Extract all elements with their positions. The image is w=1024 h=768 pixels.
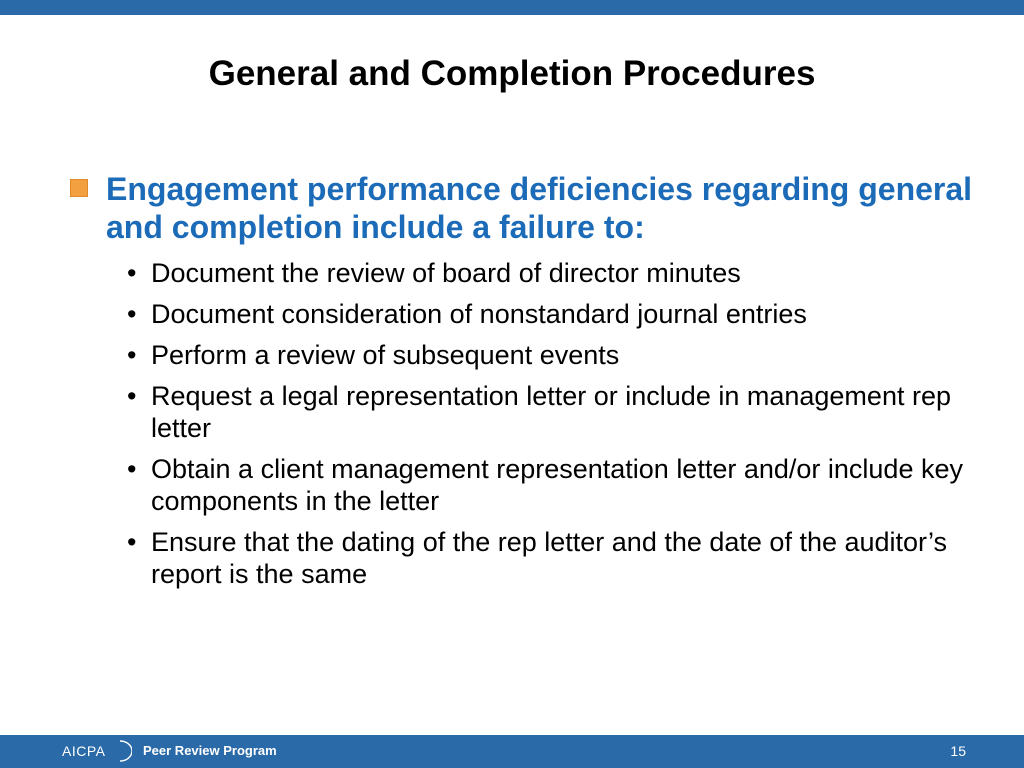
page-number: 15	[950, 743, 966, 759]
sub-bullet-item	[68, 526, 988, 590]
bullet-dot-icon: •	[127, 340, 137, 370]
bullet-dot-icon: •	[127, 454, 137, 484]
sub-bullet-item	[68, 380, 988, 444]
main-bullet-text: Engagement performance deficiencies regarding general and completion include a failure to:	[106, 171, 973, 245]
bullet-dot-icon: •	[127, 527, 137, 557]
bullet-dot-icon: •	[127, 258, 137, 288]
sub-bullet-item	[68, 298, 988, 330]
program-name: Peer Review Program	[143, 743, 277, 758]
sub-bullet-text: Ensure that the dating of the rep letter and the date of the auditor’s report is the same	[151, 527, 948, 589]
top-header-bar	[0, 0, 1024, 15]
sub-bullet-item	[68, 257, 988, 289]
slide-title: General and Completion Procedures	[208, 54, 816, 93]
main-bullet-point	[68, 170, 988, 246]
sub-bullet-list	[68, 257, 988, 590]
bullet-dot-icon: •	[127, 381, 137, 411]
sub-bullet-text: Obtain a client management representation letter and/or include key components in the letter	[151, 454, 963, 516]
orange-square-bullet-icon	[70, 179, 88, 197]
sub-bullet-item	[68, 339, 988, 371]
bullet-dot-icon: •	[127, 299, 137, 329]
sub-bullet-text: Document consideration of nonstandard journal entries	[151, 299, 807, 329]
slide-content	[68, 170, 988, 599]
sub-bullet-item	[68, 453, 988, 517]
aicpa-logo-icon	[58, 739, 132, 763]
sub-bullet-text: Document the review of board of director minutes	[151, 258, 741, 288]
logo-text: AICPA	[62, 743, 106, 759]
sub-bullet-text: Request a legal representation letter or include in management rep letter	[151, 381, 951, 443]
footer-bar	[0, 735, 1024, 768]
sub-bullet-text: Perform a review of subsequent events	[151, 340, 620, 370]
